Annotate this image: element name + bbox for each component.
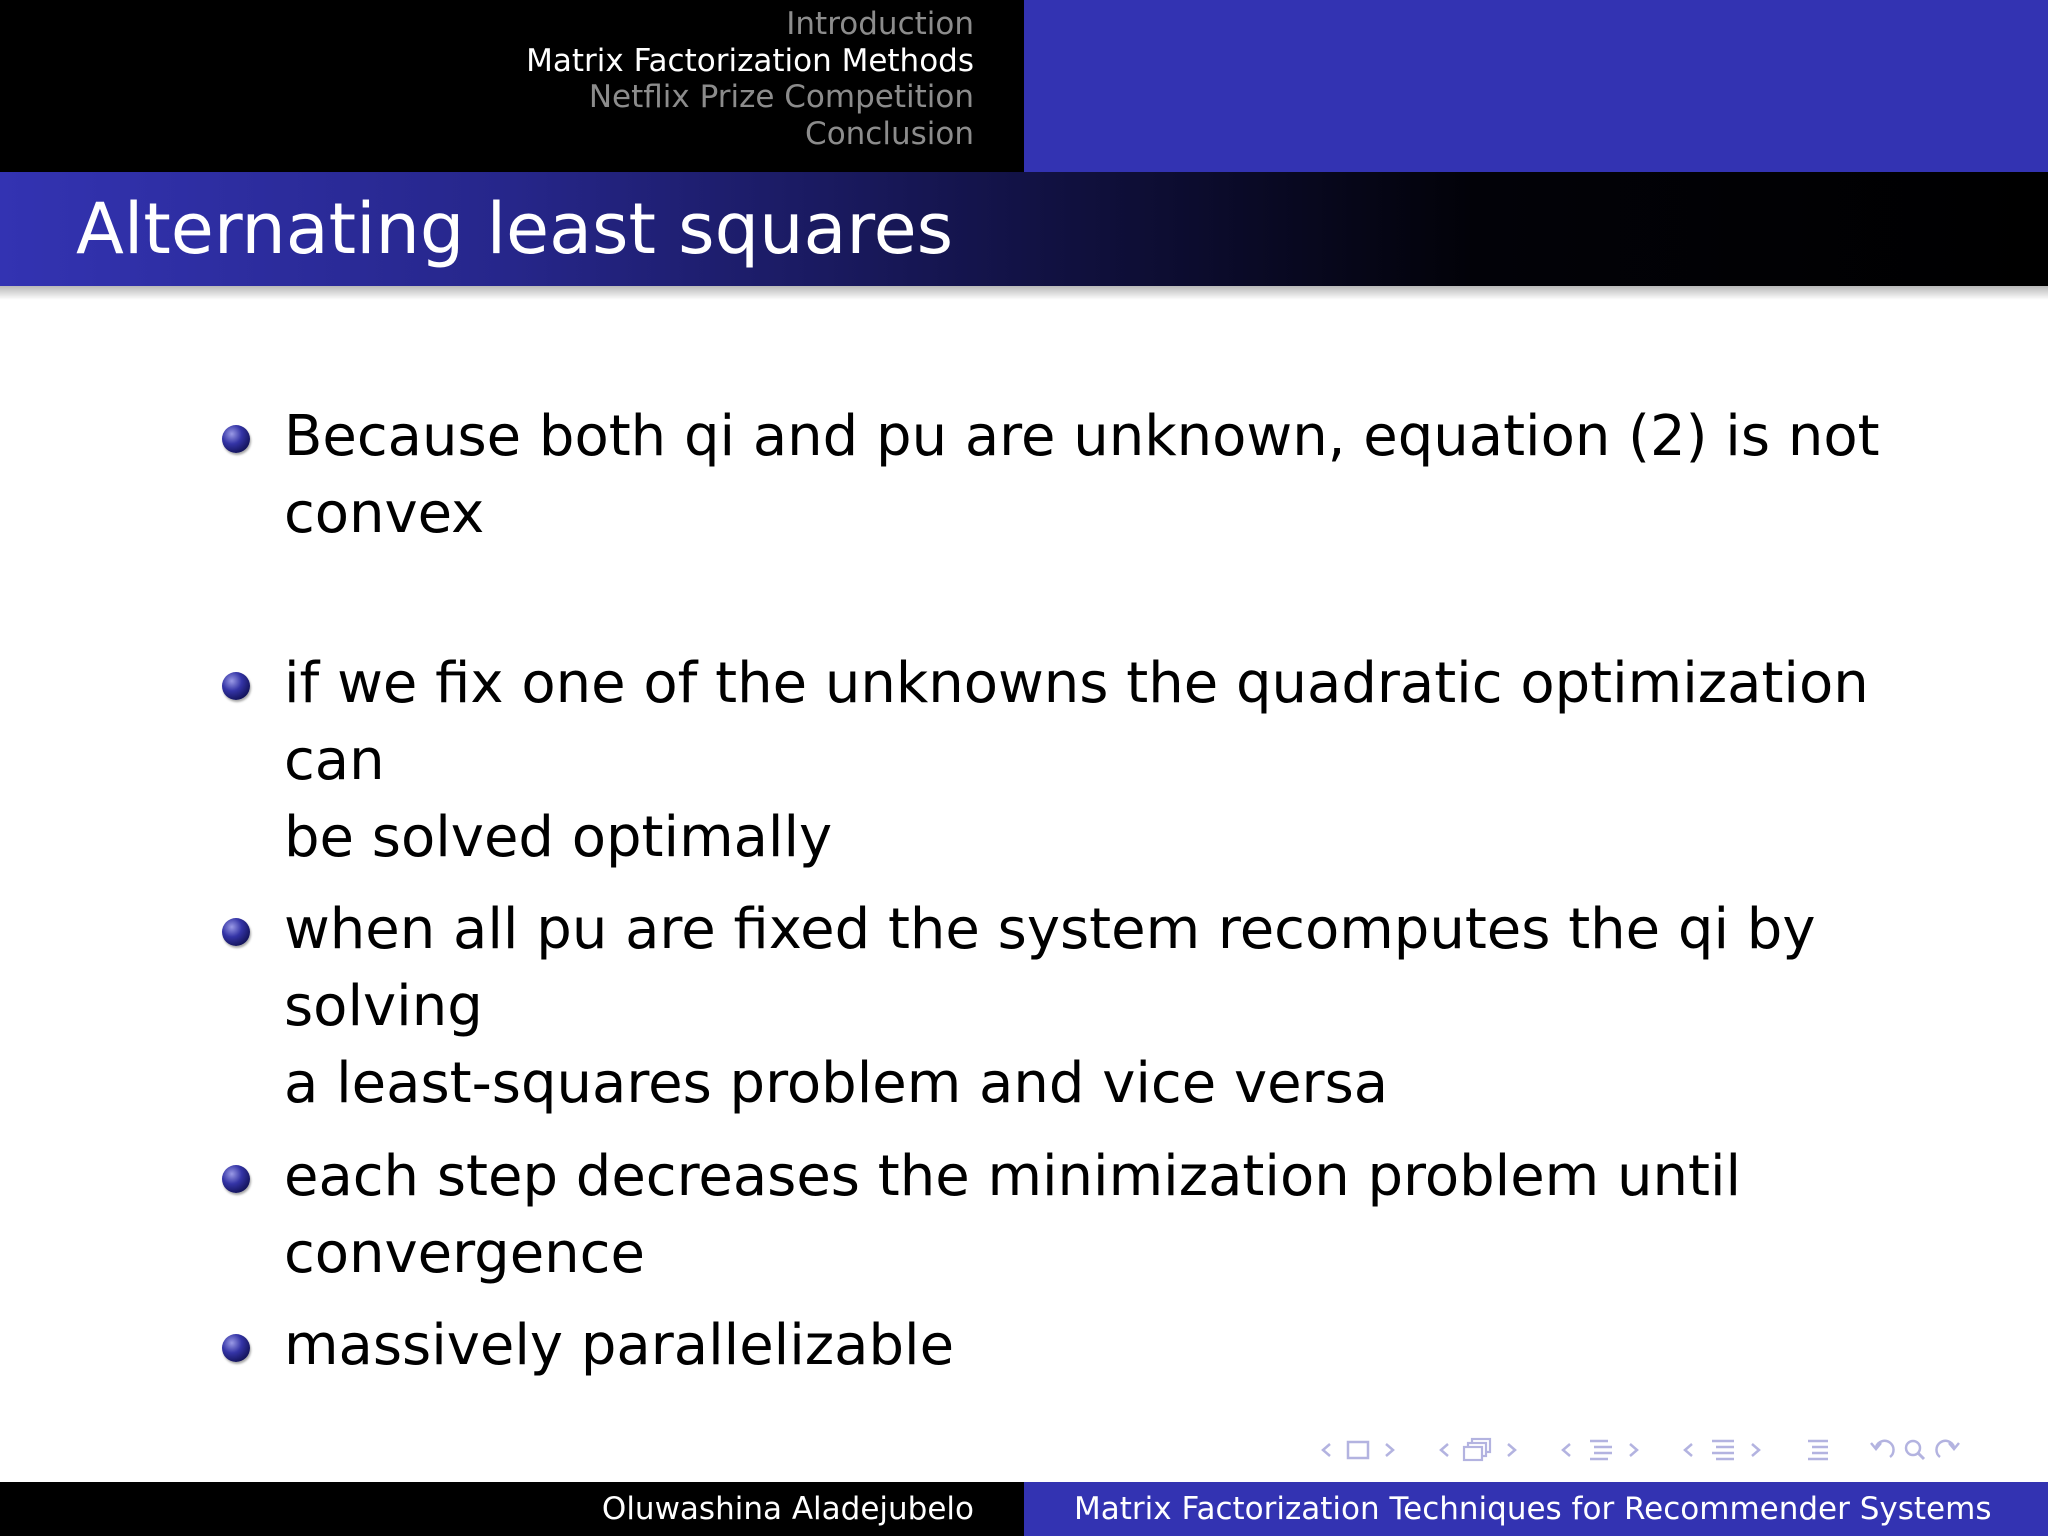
footer-author-panel [0, 1482, 1024, 1536]
footer-author: Oluwashina Aladejubelo [601, 1491, 974, 1527]
nav-section-netflix-prize-competition[interactable]: Netflix Prize Competition [588, 79, 974, 116]
bullet-ball-icon [222, 1334, 250, 1362]
redo-icon [1936, 1441, 1959, 1457]
frame-nav-icon[interactable] [1434, 1435, 1530, 1465]
footer-title-panel [1024, 1482, 2048, 1536]
appendix-icon[interactable] [1800, 1435, 1840, 1465]
bullet-ball-icon [222, 1165, 250, 1193]
bullet-ball-icon [222, 918, 250, 946]
section-nav-icon[interactable] [1678, 1435, 1774, 1465]
bullet-text: when all pu are fixed the system recomputes the qi by solving a least-squares problem and vice versa [284, 897, 1816, 1116]
bullet-text: if we fix one of the unknowns the quadratic optimization can be solved optimally [284, 651, 1869, 870]
search-navigation [1866, 1435, 1966, 1465]
bullet-ball-icon [222, 672, 250, 700]
frame-title: Alternating least squares [76, 188, 954, 270]
nav-section-introduction[interactable]: Introduction [786, 6, 974, 42]
footer-presentation-title: Matrix Factorization Techniques for Recommender Systems [1074, 1491, 1992, 1527]
beamer-navigation-symbols [1316, 1432, 1966, 1468]
undo-icon [1871, 1441, 1894, 1457]
bullet-text: each step decreases the minimization problem until convergence [284, 1144, 1742, 1286]
search-icon [1906, 1441, 1924, 1459]
bullet-text: massively parallelizable [284, 1313, 955, 1378]
nav-section-conclusion[interactable]: Conclusion [805, 115, 974, 152]
undo-search-redo-icons[interactable] [1866, 1435, 1966, 1465]
bullet-text: Because both qi and pu are unknown, equation (2) is not convex [284, 404, 1880, 546]
nav-section-matrix-factorization-methods[interactable]: Matrix Factorization Methods [526, 42, 974, 79]
bullet-ball-icon [222, 425, 250, 453]
subsection-nav-icon[interactable] [1556, 1435, 1652, 1465]
slide-nav-icon[interactable] [1316, 1435, 1408, 1465]
